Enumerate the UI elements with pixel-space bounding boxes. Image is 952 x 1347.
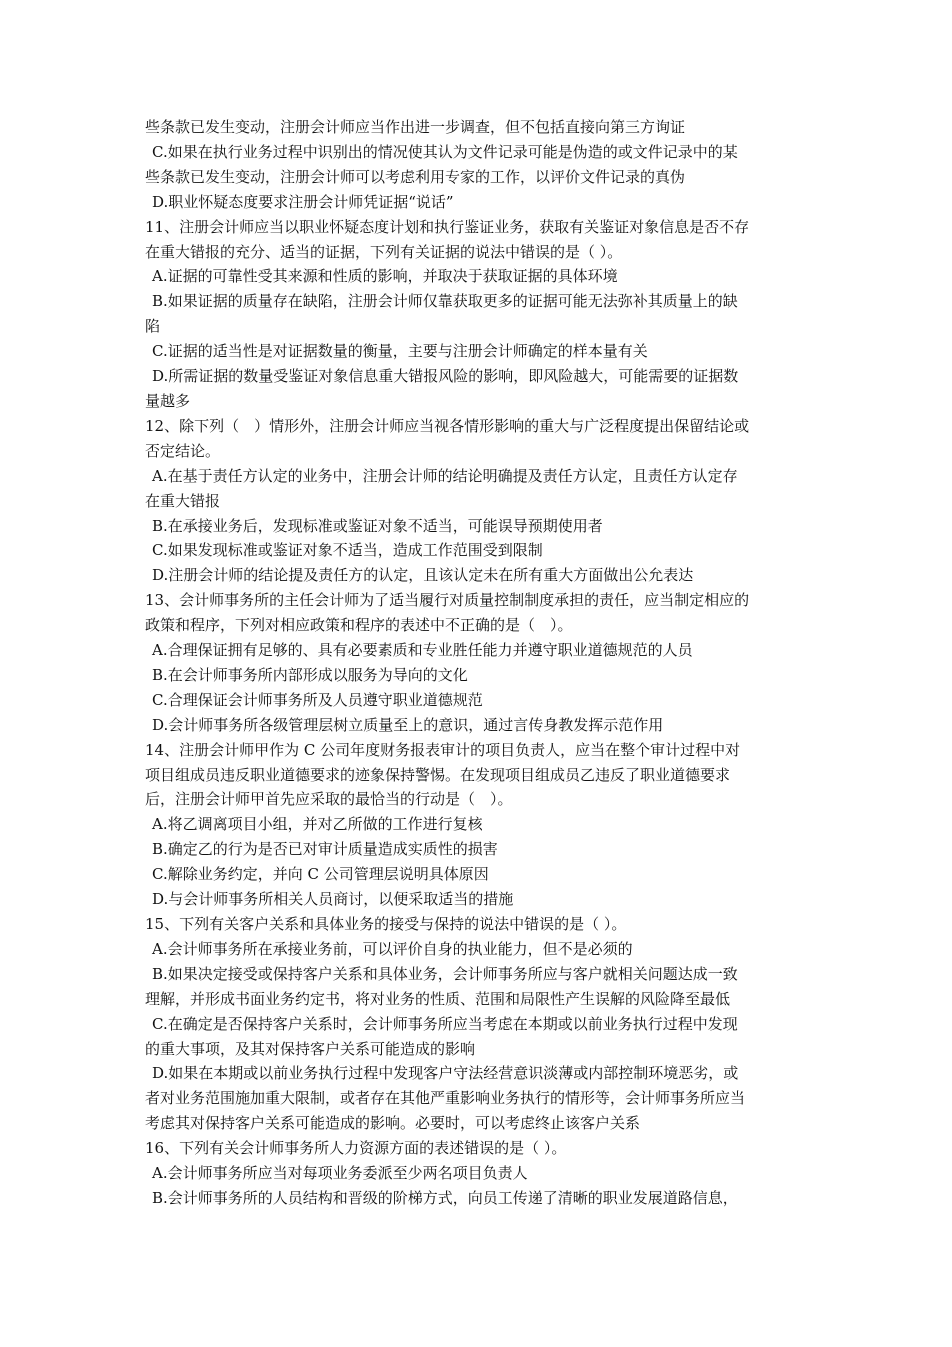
option-line: C.如果发现标准或鉴证对象不适当，造成工作范围受到限制 <box>152 541 543 560</box>
option-line: A.会计师事务所应当对每项业务委派至少两名项目负责人 <box>152 1164 528 1183</box>
text-line: 些条款已发生变动，注册会计师可以考虑利用专家的工作，以评价文件记录的真伪 <box>145 167 686 186</box>
text-line: 项目组成员违反职业道德要求的迹象保持警惕。在发现项目组成员乙违反了职业道德要求 <box>145 765 731 784</box>
text-line: 14、注册会计师甲作为 C 公司年度财务报表审计的项目负责人，应当在整个审计过程中对 <box>145 740 741 759</box>
text-line: 理解，并形成书面业务约定书，将对业务的性质、范围和局限性产生误解的风险降至最低 <box>145 989 731 1008</box>
option-line: C.合理保证会计师事务所及人员遵守职业道德规范 <box>152 690 483 709</box>
option-line: D.与会计师事务所相关人员商讨，以便采取适当的措施 <box>152 890 514 909</box>
option-line: B.如果证据的质量存在缺陷，注册会计师仅靠获取更多的证据可能无法弥补其质量上的缺 <box>152 292 738 311</box>
text-line: 陷 <box>145 317 161 336</box>
option-line: B.在承接业务后，发现标准或鉴证对象不适当，可能误导预期使用者 <box>152 516 603 535</box>
option-line: A.将乙调离项目小组，并对乙所做的工作进行复核 <box>152 815 483 834</box>
option-line: D.注册会计师的结论提及责任方的认定，且该认定未在所有重大方面做出公允表达 <box>152 566 694 585</box>
text-line: 在重大错报 <box>145 491 221 510</box>
text-line: 12、除下列（ ）情形外，注册会计师应当视各情形影响的重大与广泛程度提出保留结论或 <box>145 416 750 435</box>
option-line: D.如果在本期或以前业务执行过程中发现客户守法经营意识淡薄或内部控制环境恶劣，或 <box>152 1064 739 1083</box>
option-line: B.如果决定接受或保持客户关系和具体业务，会计师事务所应与客户就相关问题达成一致 <box>152 964 738 983</box>
text-line: 考虑其对保持客户关系可能造成的影响。必要时，可以考虑终止该客户关系 <box>145 1114 641 1133</box>
text-line: 后，注册会计师甲首先应采取的最恰当的行动是（ ）。 <box>145 790 513 809</box>
option-line: A.会计师事务所在承接业务前，可以评价自身的执业能力，但不是必须的 <box>152 939 633 958</box>
option-line: A.证据的可靠性受其来源和性质的影响，并取决于获取证据的具体环境 <box>152 267 618 286</box>
text-line: 13、会计师事务所的主任会计师为了适当履行对质量控制制度承担的责任，应当制定相应的 <box>145 591 750 610</box>
text-line: 在重大错报的充分、适当的证据，下列有关证据的说法中错误的是（ ）。 <box>145 242 623 261</box>
text-line: 量越多 <box>145 391 191 410</box>
option-line: D.职业怀疑态度要求注册会计师凭证据“说话” <box>152 192 454 211</box>
option-line: C.证据的适当性是对证据数量的衡量，主要与注册会计师确定的样本量有关 <box>152 342 648 361</box>
option-line: D.会计师事务所各级管理层树立质量至上的意识，通过言传身教发挥示范作用 <box>152 715 664 734</box>
option-line: B.确定乙的行为是否已对审计质量造成实质性的损害 <box>152 840 498 859</box>
document-body <box>145 115 810 1211</box>
text-line: 政策和程序，下列对相应政策和程序的表述中不正确的是（ ）。 <box>145 616 573 635</box>
text-line: 的重大事项，及其对保持客户关系可能造成的影响 <box>145 1039 476 1058</box>
option-line: B.在会计师事务所内部形成以服务为导向的文化 <box>152 665 468 684</box>
text-line: 15、下列有关客户关系和具体业务的接受与保持的说法中错误的是（ ）。 <box>145 915 627 933</box>
text-line: 16、下列有关会计师事务所人力资源方面的表述错误的是（ ）。 <box>145 1139 567 1158</box>
option-line: A.在基于责任方认定的业务中，注册会计师的结论明确提及责任方认定，且责任方认定存 <box>152 466 738 485</box>
text-line: 否定结论。 <box>145 441 221 460</box>
option-line: C.在确定是否保持客户关系时，会计师事务所应当考虑在本期或以前业务执行过程中发现 <box>152 1014 738 1033</box>
text-line: 11、注册会计师应当以职业怀疑态度计划和执行鉴证业务，获取有关鉴证对象信息是否不存 <box>145 217 750 236</box>
option-line: B.会计师事务所的人员结构和晋级的阶梯方式，向员工传递了清晰的职业发展道路信息， <box>152 1188 738 1207</box>
option-line: A.合理保证拥有足够的、具有必要素质和专业胜任能力并遵守职业道德规范的人员 <box>152 641 693 660</box>
option-line: C.解除业务约定，并向 C 公司管理层说明具体原因 <box>152 865 489 884</box>
text-line: 者对业务范围施加重大限制，或者存在其他严重影响业务执行的情形等，会计师事务所应当 <box>145 1089 746 1108</box>
option-line: C.如果在执行业务过程中识别出的情况使其认为文件记录可能是伪造的或文件记录中的某 <box>152 142 738 161</box>
option-line: D.所需证据的数量受鉴证对象信息重大错报风险的影响，即风险越大，可能需要的证据数 <box>152 367 739 386</box>
text-line: 些条款已发生变动，注册会计师应当作出进一步调查，但不包括直接向第三方询证 <box>145 118 686 136</box>
